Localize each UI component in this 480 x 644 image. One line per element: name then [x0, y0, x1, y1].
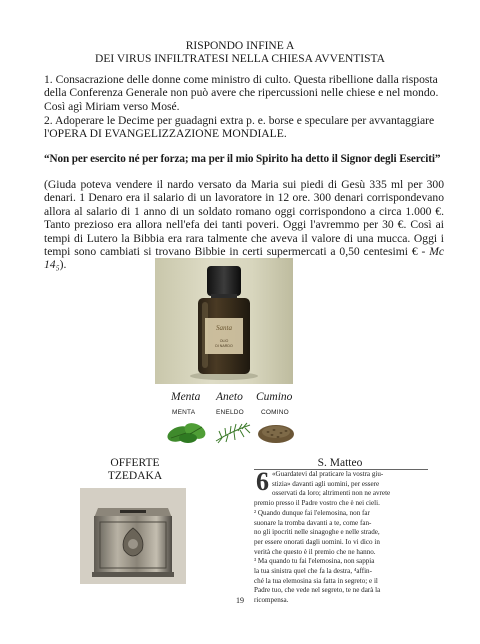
- matthew-6-scripture: [254, 467, 428, 605]
- paragraph-3-text: (Giuda poteva vendere il nardo versato da Maria sui piedi di Gesù 335 ml per 300 denari. 1 Denaro era il salario di un lavoratore in 12 ore. 300 denari corrispondevano allora al salario di 1 anno di un soldato romano oggi corrispondono a circa 1.000 €. Tanto prezioso era allora nell'efa dei tanti poveri. Oggi l'avremmo per 30 €. Così ai tempi di Lutero la Bibbia era rara talmente che aveva il valore di una mucca. Oggi i tempi sono cambiati si trovano Bibbie in certi supermercati a 0,50 centesimi € -: [44, 178, 444, 259]
- scripture-line: la tua sinistra quel che fa la destra, ⁴affin-: [254, 567, 372, 576]
- paragraph-2: 2. Adoperare le Decime per guadagni extra p. e. borse e speculare per avvantaggiare l'OPERA DI EVANGELIZZAZIONE MONDIALE.: [44, 114, 435, 141]
- bottle-label-line-1: OLIO: [219, 339, 229, 343]
- scripture-line: stizia» davanti agli uomini, per essere: [272, 479, 380, 488]
- tzedaka-box-illustration: [80, 488, 186, 584]
- scripture-line: osservati da loro; altrimenti non ne avrete: [272, 489, 391, 498]
- paragraph-3-end: ).: [59, 258, 67, 272]
- herb-caption-comino: COMINO: [261, 409, 289, 416]
- scripture-line: suonare la tromba davanti a te, come fan-: [254, 518, 372, 527]
- mint-leaves-icon: [166, 419, 210, 445]
- title-line-2: DEI VIRUS INFILTRATESI NELLA CHIESA AVVENTISTA: [95, 53, 385, 65]
- scripture-line: per essere onorati dagli uomini. Io vi dico in: [254, 537, 380, 546]
- offerte-caption: [90, 457, 180, 483]
- herb-caption-eneldo: ENELDO: [216, 409, 244, 416]
- page-title: [0, 40, 480, 66]
- title-line-1: RISPONDO INFINE A: [185, 40, 295, 52]
- nard-oil-bottle-photo: [155, 258, 293, 384]
- scripture-line: no gli ipocriti nelle sinagoghe e nelle strade,: [254, 528, 380, 537]
- herb-name-menta: Menta: [171, 391, 201, 403]
- herb-name-aneto: Aneto: [216, 391, 243, 403]
- chapter-number: 6: [256, 467, 269, 496]
- scripture-line: ricompensa.: [254, 596, 289, 605]
- bible-quote: “Non per esercito né per forza; ma per il mio Spirito ha detto il Signor degli Eserciti”: [44, 153, 441, 165]
- scripture-line: Padre tuo, che vede nel segreto, te ne darà la: [254, 586, 381, 595]
- bottle-label-line-2: DI NARDO: [215, 344, 233, 348]
- scripture-line: ³ Ma quando tu fai l'elemosina, non sappia: [254, 557, 375, 566]
- matteo-title: S. Matteo: [317, 457, 363, 469]
- bottle-illustration: [155, 258, 293, 384]
- herb-name-cumino: Cumino: [256, 391, 293, 403]
- offerte-line-1: OFFERTE: [110, 457, 160, 469]
- dill-sprig-icon: [212, 419, 254, 445]
- tzedaka-box-photo: [80, 488, 186, 584]
- svg-text:Santa: Santa: [216, 324, 232, 332]
- herb-caption-menta: MENTA: [172, 409, 196, 416]
- cumin-seeds-icon: [256, 421, 296, 445]
- paragraph-1: 1. Consacrazione delle donne come ministro di culto. Questa ribellione dalla risposta della Conferenza Generale non può avere che ripercussioni nelle chiese e nel mondo. Così agì Miriam verso Mosé.: [44, 73, 439, 113]
- page-number: 19: [236, 596, 244, 605]
- paragraph-3-reference: Mc 14₅: [44, 245, 444, 272]
- offerte-line-2: TZEDAKA: [107, 470, 163, 482]
- scripture-line: premio presso il Padre vostro che è nei cieli.: [254, 499, 380, 508]
- scripture-line: «Guardatevi dal praticare la vostra giu-: [272, 470, 384, 478]
- scripture-line: ché la tua elemosina sia fatta in segreto; e il: [254, 576, 378, 585]
- scripture-line: verità che questo è il premio che ne hanno.: [254, 547, 376, 556]
- scripture-line: ² Quando dunque fai l'elemosina, non far: [254, 508, 370, 517]
